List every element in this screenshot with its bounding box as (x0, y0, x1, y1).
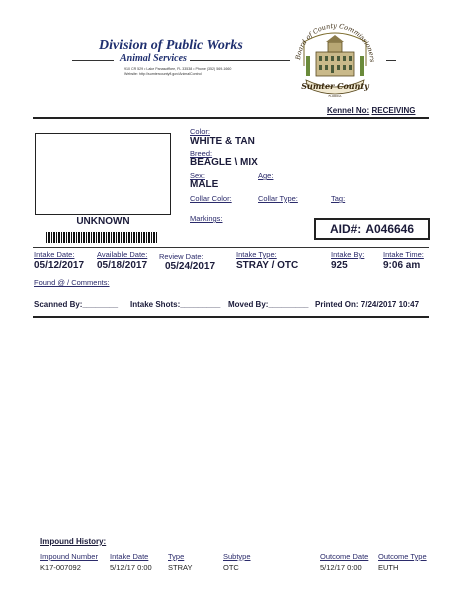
collar-type-label: Collar Type: (258, 194, 298, 203)
county-seal (292, 22, 378, 100)
intake-date-label: Intake Date: (34, 250, 75, 259)
address-line: 910 CR 529 • Lake Panasoffkee, FL 33538 • Phone (352) 569-1660 (124, 67, 232, 71)
row-intake-date: 5/12/17 0:00 (110, 563, 152, 572)
color-label: Color: (190, 127, 211, 136)
header-rule-far (386, 60, 396, 61)
age-label: Age: (258, 171, 274, 180)
intake-by-value: 925 (331, 260, 348, 271)
collar-color-label: Collar Color: (190, 194, 232, 203)
header-rule-left (72, 60, 114, 61)
barcode (46, 232, 158, 243)
markings-label: Markings: (190, 214, 223, 223)
row-impound-number: K17-007092 (40, 563, 81, 572)
col-impound-number: Impound Number (40, 552, 98, 561)
county-seal-graphic (292, 22, 378, 100)
breed-label: Breed: (190, 149, 213, 158)
col-subtype: Subtype (223, 552, 251, 561)
seal-bottom-text: Sumter County (301, 81, 369, 91)
col-intake-date: Intake Date (110, 552, 149, 561)
review-date-label: Review Date: (159, 252, 204, 261)
tag-label: Tag: (331, 194, 346, 203)
impound-history-title: Impound History: (40, 537, 107, 546)
row-subtype: OTC (223, 563, 239, 572)
row-outcome-type: EUTH (378, 563, 399, 572)
scanned-by: Scanned By:________ (34, 300, 119, 309)
top-divider (33, 117, 429, 119)
seal-top-text: Board of County Commissioners (294, 22, 377, 63)
available-date-value: 05/18/2017 (97, 260, 148, 271)
available-date-label: Available Date: (97, 250, 148, 259)
row-outcome-date: 5/12/17 0:00 (320, 563, 362, 572)
col-outcome-date: Outcome Date (320, 552, 369, 561)
aid-value: A046646 (365, 222, 415, 236)
kennel-value: RECEIVING (371, 106, 416, 115)
intake-time-value: 9:06 am (383, 260, 421, 271)
intake-type-value: STRAY / OTC (236, 260, 299, 271)
intake-shots: Intake Shots:_________ (130, 300, 221, 309)
photo-box (35, 133, 171, 215)
review-date-value: 05/24/2017 (165, 261, 216, 272)
footer-divider (33, 316, 429, 318)
row-type: STRAY (168, 563, 193, 572)
breed-value: BEAGLE \ MIX (190, 157, 258, 168)
intake-type-label: Intake Type: (236, 250, 277, 259)
printed-on: Printed On: 7/24/2017 10:47 (315, 300, 420, 309)
aid-label: AID#: (329, 222, 362, 236)
kennel-label: Kennel No: (327, 106, 370, 115)
header-rule-right (190, 60, 290, 61)
aid-box (314, 218, 430, 240)
intake-by-label: Intake By: (331, 250, 365, 259)
col-type: Type (168, 552, 185, 561)
intake-time-label: Intake Time: (383, 250, 424, 259)
moved-by: Moved By:_________ (228, 300, 309, 309)
color-value: WHITE & TAN (190, 136, 255, 147)
division-title: Division of Public Works (99, 38, 243, 53)
intake-date-value: 05/12/2017 (34, 260, 85, 271)
kennel-field (327, 106, 415, 115)
photo-caption: UNKNOWN (76, 216, 130, 227)
col-outcome-type: Outcome Type (378, 552, 427, 561)
sex-value: MALE (190, 179, 219, 190)
website-line: Website: http://sumtercountyfl.gov/AnimalControl (124, 72, 202, 76)
seal-small-text: FLORIDA (328, 94, 342, 98)
sex-label: Sex: (190, 171, 206, 180)
found-comments-label: Found @ / Comments: (34, 278, 110, 287)
division-subtitle: Animal Services (120, 53, 187, 64)
intake-divider (33, 247, 429, 248)
